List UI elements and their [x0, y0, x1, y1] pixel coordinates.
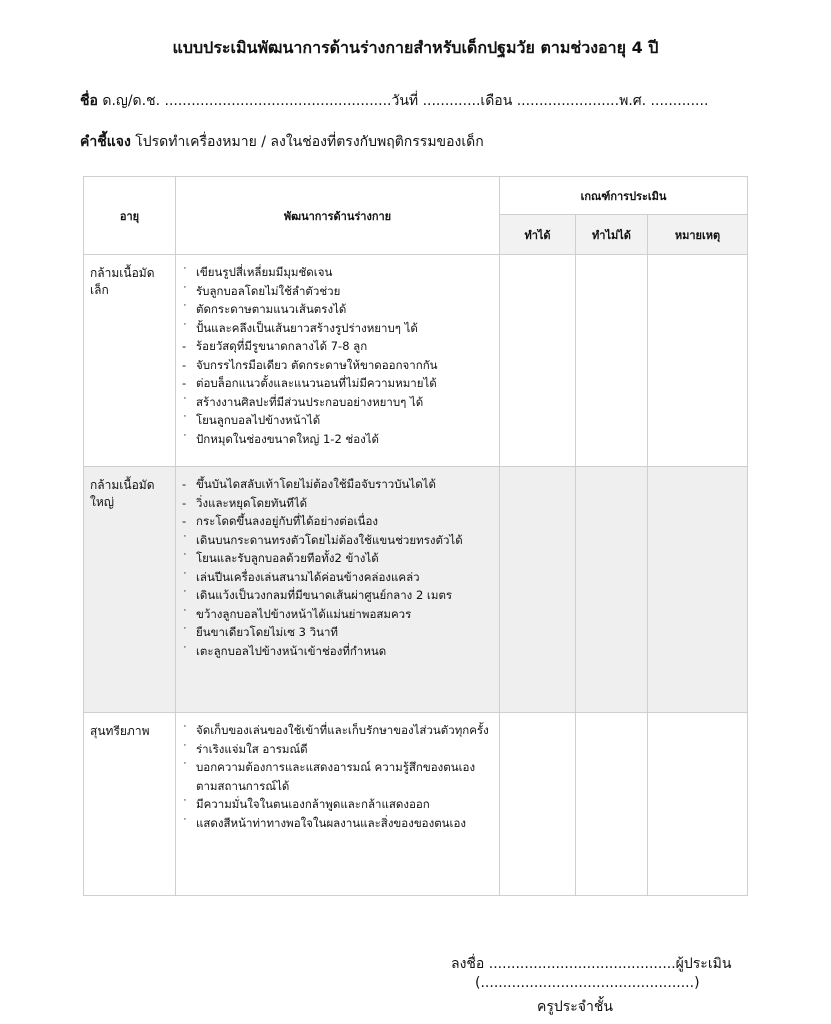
- list-item: ˙ ยืนขาเดียวโดยไม่เซ 3 วินาที: [182, 625, 338, 639]
- instruction-label: คำชี้แจง: [80, 134, 131, 150]
- list-item: - กระโดดขึ้นลงอยู่กับที่ได้อย่างต่อเนื่อง: [182, 514, 378, 528]
- list-item: ˙ เตะลูกบอลไปข้างหน้าเข้าช่องที่กำหนด: [182, 643, 387, 658]
- note-cell[interactable]: [648, 713, 748, 896]
- category-cell: กล้ามเนื้อมัดเล็ก: [84, 255, 176, 467]
- form-title: แบบประเมินพัฒนาการด้านร่างกายสำหรับเด็กปฐมวัย ตามช่วงอายุ 4 ปี: [172, 38, 659, 57]
- list-item: ˙ เดินบนกระดานทรงตัวโดยไม่ต้องใช้แขนช่วยทรงตัวได้: [182, 532, 463, 547]
- item-list: [176, 713, 499, 838]
- list-item: - ขึ้นบันไดสลับเท้าโดยไม่ต้องใช้มือจับราวบันไดได้: [182, 477, 436, 491]
- signature-name-line[interactable]: (................................................): [475, 975, 700, 991]
- item-list: [176, 255, 499, 454]
- list-item: ˙ ปั้นและคลึงเป็นเส้นยาวสร้างรูปร่างหยาบๆ ได้: [182, 320, 418, 335]
- instruction-text: โปรดทำเครื่องหมาย / ลงในช่องที่ตรงกับพฤติกรรมของเด็ก: [130, 134, 484, 150]
- list-item: ˙ โยนลูกบอลไปข้างหน้าได้: [182, 413, 321, 427]
- category-cell: สุนทรียภาพ: [84, 713, 176, 896]
- list-item: ˙ โยนและรับลูกบอลด้วยทีอทั้ง2 ข้างได้: [182, 551, 379, 565]
- list-item: - จับกรรไกรมือเดียว ตัดกระดาษให้ขาดออกจากกัน: [182, 357, 438, 372]
- list-item: ˙ รับลูกบอลโดยไม่ใช้ลำตัวช่วย: [182, 283, 341, 298]
- header-can: ทำได้: [500, 215, 576, 255]
- list-item: ˙ เล่นปีนเครื่องเล่นสนามได้ค่อนข้างคล่องแคล่ว: [182, 569, 420, 584]
- list-item: - ร้อยวัสดุที่มีรูขนาดกลางได้ 7-8 ลูก: [182, 339, 368, 353]
- header-development: พัฒนาการด้านร่างกาย: [176, 177, 500, 255]
- header-cannot: ทำไม่ได้: [576, 215, 648, 255]
- header-age: อายุ: [84, 177, 176, 255]
- signature-role: ครูประจำชั้น: [537, 999, 613, 1015]
- list-item: - วิ่งและหยุดโดยทันทีได้: [182, 495, 308, 510]
- list-item: ˙ สร้างงานศิลปะที่มีส่วนประกอบอย่างหยาบๆ ได้: [182, 394, 424, 409]
- checkbox-cannot[interactable]: [576, 713, 648, 896]
- list-item: ˙ ปักหมุดในช่องขนาดใหญ่ 1-2 ช่องได้: [182, 431, 380, 446]
- name-label: ชื่อ: [80, 93, 98, 109]
- checkbox-can[interactable]: [500, 467, 576, 713]
- list-item: - ต่อบล็อกแนวตั้งและแนวนอนที่ไม่มีความหมายได้: [182, 376, 437, 390]
- list-item: ˙ เดินแว้งเป็นวงกลมที่มีขนาดเส้นผ่าศูนย์กลาง 2 เมตร: [182, 588, 453, 602]
- list-item: ˙ แสดงสีหน้าท่าทางพอใจในผลงานและสิ่งของของตนเอง: [182, 815, 466, 830]
- item-list: [176, 467, 499, 666]
- list-item: ˙ บอกความต้องการและแสดงอารมณ์ ความรู้สึกของตนเองตามสถานการณ์ได้: [182, 760, 476, 793]
- list-item: ˙ ร่าเริงแจ่มใส อารมณ์ดี: [182, 741, 308, 756]
- items-cell: [176, 255, 500, 467]
- list-item: ˙ ตัดกระดาษตามแนวเส้นตรงได้: [182, 302, 347, 316]
- checkbox-can[interactable]: [500, 713, 576, 896]
- student-name-line: [80, 90, 770, 112]
- header-criteria: เกณฑ์การประเมิน: [500, 177, 748, 215]
- signature-line[interactable]: ลงชื่อ ..........................................ผู้ประเมิน: [451, 956, 732, 972]
- checkbox-can[interactable]: [500, 255, 576, 467]
- header-note: หมายเหตุ: [648, 215, 748, 255]
- items-cell: [176, 467, 500, 713]
- table-row-fine-motor: [84, 255, 748, 467]
- checkbox-cannot[interactable]: [576, 467, 648, 713]
- checkbox-cannot[interactable]: [576, 255, 648, 467]
- name-date-fields: ด.ญ/ด.ช. ...................................................วันที่ .............เดือน .......................พ.ศ. .............: [97, 93, 709, 109]
- assessment-table: [83, 176, 748, 896]
- category-cell: กล้ามเนื้อมัดใหญ่: [84, 467, 176, 713]
- note-cell[interactable]: [648, 467, 748, 713]
- list-item: ˙ มีความมั่นใจในตนเองกล้าพูดและกล้าแสดงออก: [182, 797, 430, 811]
- items-cell: [176, 713, 500, 896]
- list-item: ˙ ขว้างลูกบอลไปข้างหน้าได้แม่นย่าพอสมควร: [182, 606, 412, 621]
- instruction-line: [80, 131, 484, 153]
- table-row-aesthetics: [84, 713, 748, 896]
- list-item: ˙ เขียนรูปสี่เหลี่ยมมีมุมชัดเจน: [182, 265, 333, 279]
- list-item: ˙ จัดเก็บของเล่นของใช้เข้าที่และเก็บรักษาของไส่วนตัวทุกครั้ง: [182, 723, 489, 737]
- note-cell[interactable]: [648, 255, 748, 467]
- table-row-gross-motor: [84, 467, 748, 713]
